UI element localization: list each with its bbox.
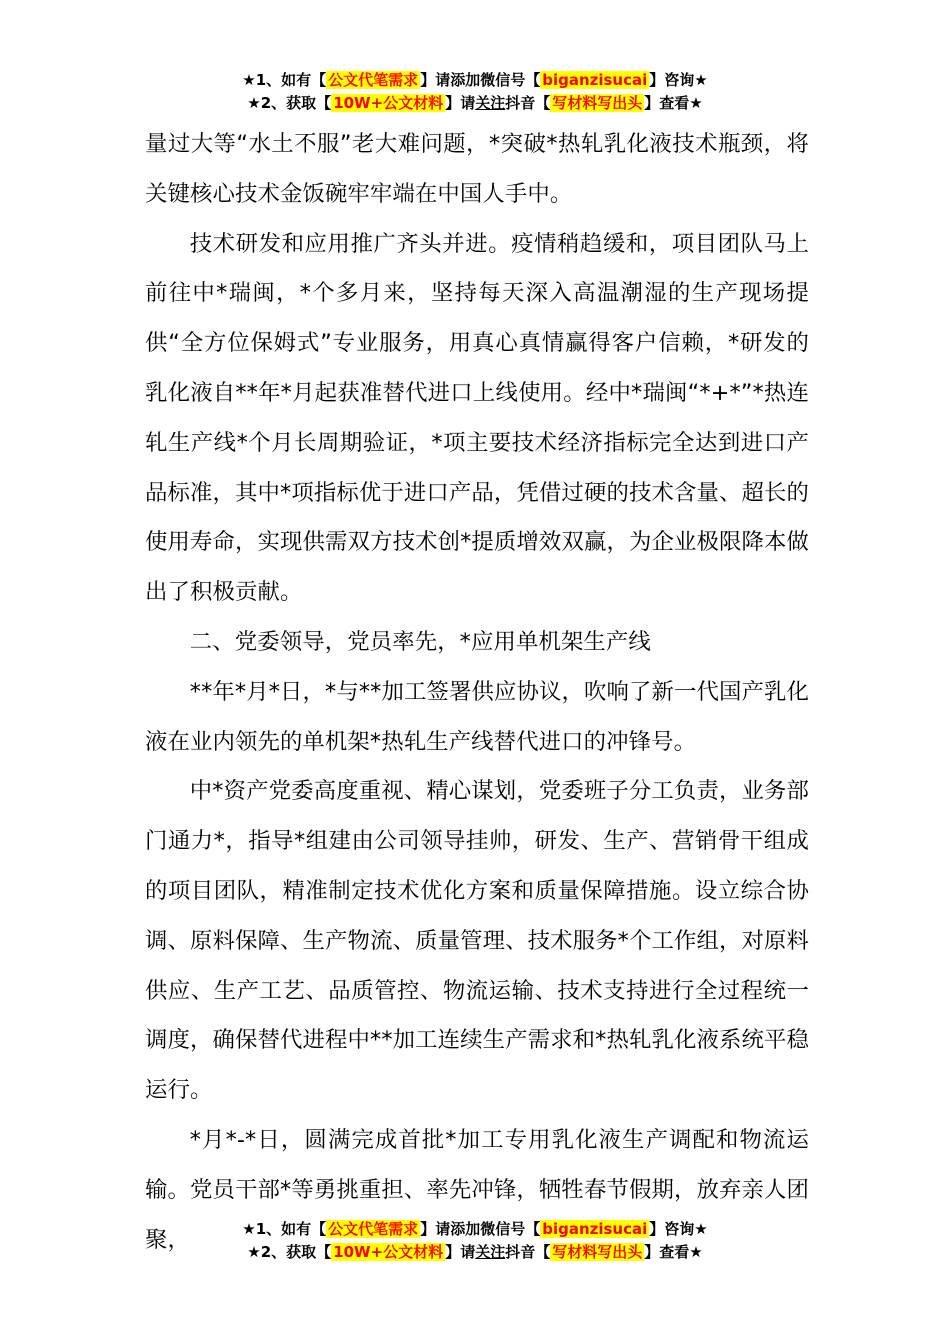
- banner-line-2: [0, 1241, 950, 1264]
- banner-text: 】查看★: [644, 94, 703, 112]
- banner-text: 】请添加微信号【: [420, 1220, 541, 1238]
- highlight-text: 10W+公文材料: [333, 1243, 444, 1261]
- banner-text: 】咨询★: [649, 1220, 708, 1238]
- paragraph: *月*-*日，圆满完成首批*加工专用乳化液生产调配和物流运输。党员干部*等勇挑重担、率先冲锋，牺牲春节假期，放弃亲人团聚，: [145, 1126, 809, 1253]
- banner-text: 】查看★: [644, 1243, 703, 1261]
- highlight-text: 写材料写出头: [552, 94, 643, 112]
- document-body: [145, 120, 809, 1265]
- banner-text: 抖音【: [505, 94, 551, 112]
- highlight-text: 公文代笔需求: [328, 71, 419, 89]
- banner-text: ★1、如有【: [242, 71, 327, 89]
- paragraph: 量过大等“水土不服”老大难问题，*突破*热轧乳化液技术瓶颈，将关键核心技术金饭碗牢牢端在中国人手中。: [145, 131, 809, 207]
- section-heading: 二、党委领导，党员率先，*应用单机架生产线: [189, 628, 651, 655]
- banner-text: 】请: [445, 94, 476, 112]
- paragraph: 技术研发和应用推广齐头并进。疫情稍趋缓和，项目团队马上前往中*瑞闽，*个多月来，坚持每天深入高温潮湿的生产现场提供“全方位保姆式”专业服务，用真心真情赢得客户信赖，*研发的乳化液自**年*月起获准替代进口上线使用。经中*瑞闽“*+*”*热连轧生产线*个月长周期验证，*项主要技术经济指标完全达到进口产品标准，其中*项指标优于进口产品，凭借过硬的技术含量、超长的使用寿命，实现供需双方技术创*提质增效双赢，为企业极限降本做出了积极贡献。: [145, 230, 809, 606]
- paragraph: **年*月*日，*与**加工签署供应协议，吹响了新一代国产乳化液在业内领先的单机架*热轧生产线替代进口的冲锋号。: [145, 678, 809, 755]
- banner-line-2: [0, 92, 950, 115]
- highlight-wechat-id: biganzisucai: [542, 71, 648, 89]
- highlight-text: 公文代笔需求: [328, 1220, 419, 1238]
- highlight-wechat-id: biganzisucai: [542, 1220, 648, 1238]
- header-banner: [0, 69, 950, 115]
- underlined-text: 关注: [475, 1243, 506, 1261]
- highlight-text: 10W+公文材料: [333, 94, 444, 112]
- paragraph: 中*资产党委高度重视、精心谋划，党委班子分工负责，业务部门通力*，指导*组建由公司领导挂帅，研发、生产、营销骨干组成的项目团队，精准制定技术优化方案和质量保障措施。设立综合协调、原料保障、生产物流、质量管理、技术服务*个工作组，对原料供应、生产工艺、品质管控、物流运输、技术支持进行全过程统一调度，确保替代进程中**加工连续生产需求和*热轧乳化液系统平稳运行。: [145, 778, 809, 1104]
- banner-line-1: [0, 1218, 950, 1241]
- banner-text: ★1、如有【: [242, 1220, 327, 1238]
- banner-text: 】请添加微信号【: [420, 71, 541, 89]
- banner-text: ★2、获取【: [247, 1243, 332, 1261]
- banner-text: ★2、获取【: [247, 94, 332, 112]
- banner-text: 抖音【: [505, 1243, 551, 1261]
- banner-line-1: [0, 69, 950, 92]
- banner-text: 】咨询★: [649, 71, 708, 89]
- banner-text: 】请: [445, 1243, 476, 1261]
- highlight-text: 写材料写出头: [552, 1243, 643, 1261]
- footer-banner: [0, 1218, 950, 1264]
- underlined-text: 关注: [475, 94, 506, 112]
